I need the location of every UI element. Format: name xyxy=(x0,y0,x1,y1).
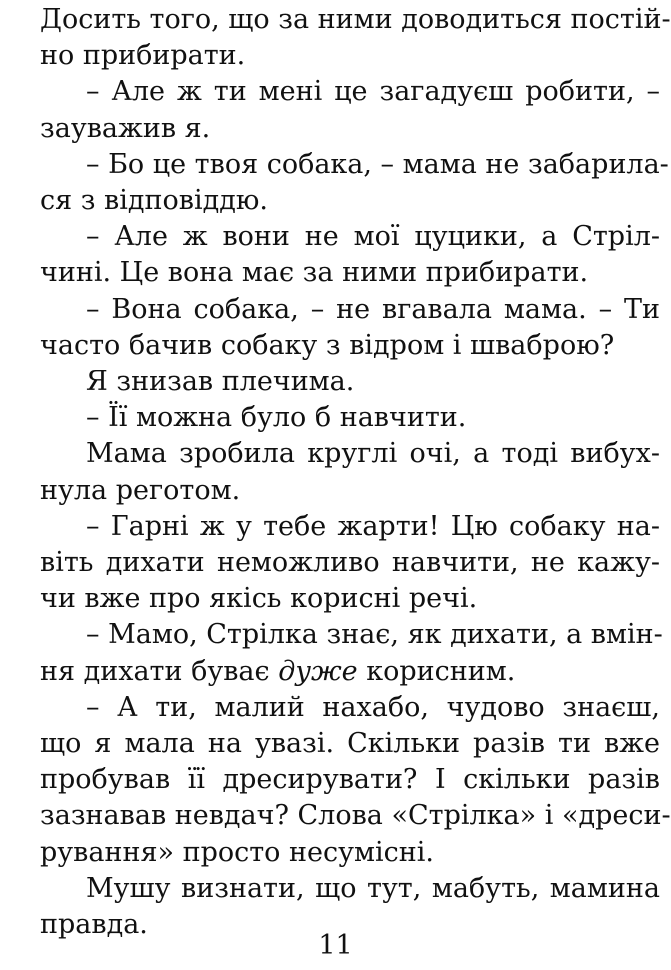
text-line: нула реготом. xyxy=(40,474,241,506)
text-line: зауважив я. xyxy=(40,112,211,144)
text-line: – Бо це твоя собака, – мама не забарила- xyxy=(86,148,669,180)
page-number: 11 xyxy=(318,930,353,961)
text-line: Мушу визнати, що тут, мабуть, мамина xyxy=(86,872,660,904)
text-line: Я знизав плечима. xyxy=(86,366,355,398)
text-line: – Мамо, Стрілка знає, як дихати, а вмін- xyxy=(86,619,663,651)
text-line-with-emphasis xyxy=(40,654,660,690)
text-line: Досить того, що за ними доводиться постій- xyxy=(40,4,671,35)
text-line: пробував її дресирувати? І скільки разів xyxy=(40,764,660,796)
text-fragment: корисним. xyxy=(357,655,516,687)
text-line: Мама зробила круглі очі, а тоді вибух- xyxy=(86,438,660,470)
text-line: – А ти, малий нахабо, чудово знаєш, xyxy=(86,691,660,723)
text-line: рування» просто несумісні. xyxy=(40,836,434,868)
text-line: правда. xyxy=(40,909,148,941)
text-line: віть дихати неможливо навчити, не кажу- xyxy=(40,547,660,579)
text-line: ся з відповіддю. xyxy=(40,185,268,217)
text-line: що я мала на увазі. Скільки разів ти вже xyxy=(40,728,660,760)
text-line: – Але ж ти мені це загадуєш робити, – xyxy=(86,76,660,108)
text-line: – Вона собака, – не вгавала мама. – Ти xyxy=(86,293,660,325)
text-fragment: ня дихати буває xyxy=(40,655,279,687)
text-line: часто бачив собаку з відром і шваброю? xyxy=(40,329,615,361)
text-line: чині. Це вона має за ними прибирати. xyxy=(40,257,589,289)
text-line: зазнавав невдач? Слова «Стрілка» і «дреси- xyxy=(40,800,671,832)
book-page-text xyxy=(40,2,671,943)
text-line: но прибирати. xyxy=(40,40,246,72)
emphasized-word: дуже xyxy=(278,655,358,687)
text-line: чи вже про якісь корисні речі. xyxy=(40,583,478,615)
text-line: – Її можна було б навчити. xyxy=(86,402,467,434)
text-line: – Гарні ж у тебе жарти! Цю собаку на- xyxy=(86,510,660,542)
text-line: – Але ж вони не мої цуцики, а Стріл- xyxy=(86,221,660,253)
